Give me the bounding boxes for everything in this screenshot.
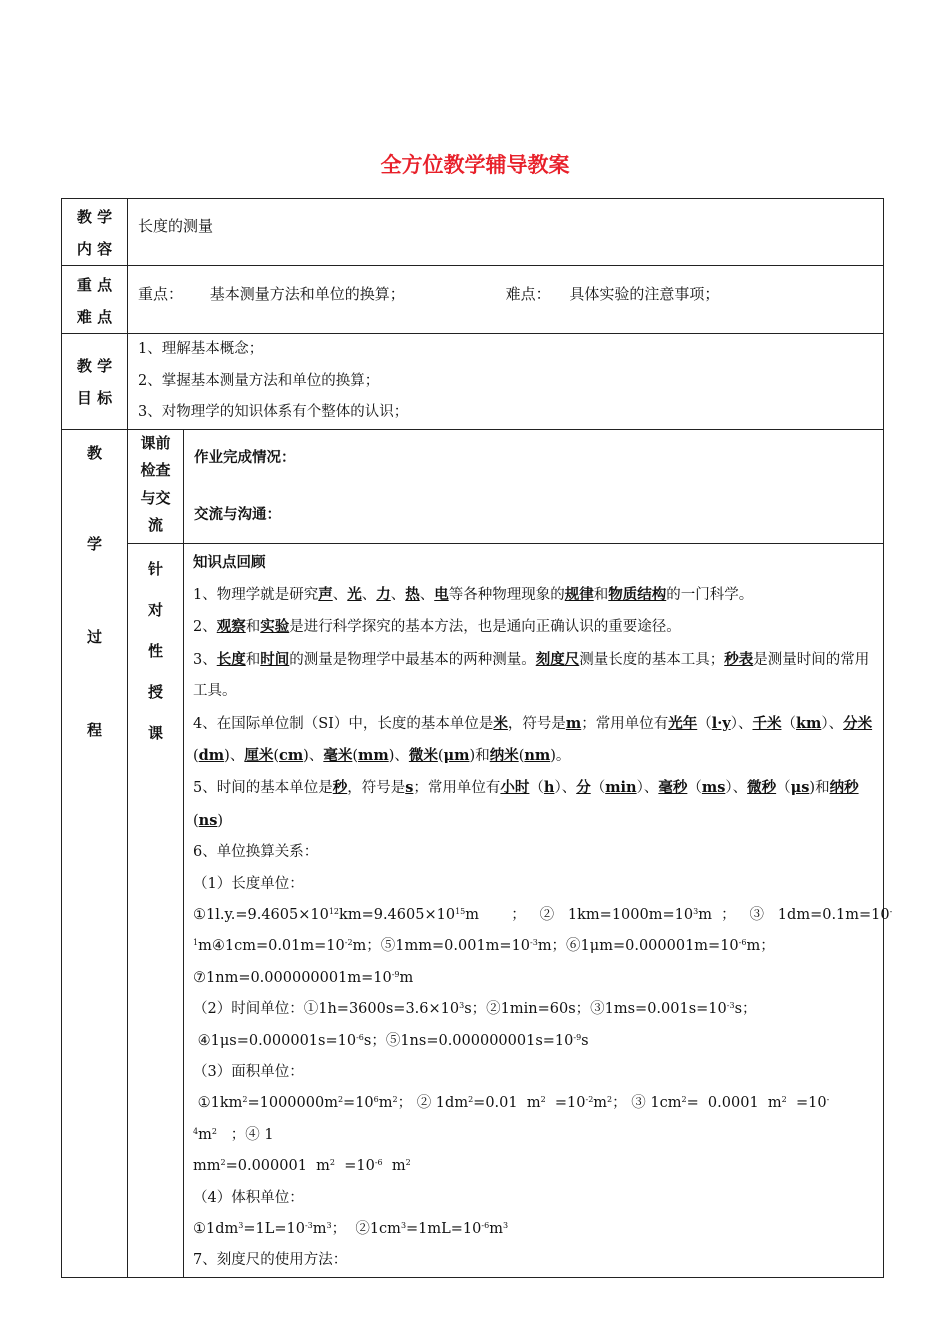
page-title: 全方位教学辅导教案 — [380, 153, 570, 177]
time-eq-1: （2）时间单位：$①1h=3600s=3.6\times 10^3s$；②1min=60s；$③1ms=0.001s=10^{-3}s$； — [193, 1001, 757, 1018]
row-keypoints — [62, 266, 884, 334]
sub-area: （3）面积单位： — [193, 1064, 304, 1080]
row-goals — [62, 334, 884, 430]
content-value: 长度的测量 — [128, 199, 884, 266]
volume-eq: $①1dm^3=1L=10^{-3}m^3$； $②1cm^3=1mL=10^{-6}m^3$ — [193, 1221, 509, 1238]
homework-label: 作业完成情况： — [194, 449, 296, 466]
point-2: 2、观察和实验是进行科学探究的基本方法，也是通向正确认识的重要途径。 — [193, 618, 681, 636]
label-process: 教 学 过 程 — [62, 429, 128, 1277]
communication-label: 交流与沟通： — [194, 506, 281, 523]
length-eq-1: $①1l.y.=9.4605\times 10^{12}km=9.4605\times 10^{15}m$ ； ② $1km=1000m=10^3m$ ； ③ 1dm=0.1m=10- — [193, 906, 893, 923]
area-eq-1: $①1km^2=1000000m^2=10^6m^2$； ② $1dm^2=0.01$ $m^2 =10^{-2}m^2$； ③ $1cm^2= 0.0001$ $m^2 =10^{-4}m^2$ ；④ 1 — [193, 1095, 830, 1143]
review-title: 知识点回顾 — [193, 554, 266, 571]
keypoints-value: 重点： 基本测量方法和单位的换算； 难点： 具体实验的注意事项； — [128, 266, 884, 334]
goals-list — [128, 334, 884, 430]
lesson-plan-table — [61, 198, 893, 1278]
goal-item: 1、理解基本概念； — [138, 341, 264, 357]
row-pre-check — [62, 429, 884, 543]
label-content: 教 学 内 容 — [62, 199, 128, 266]
label-targeted: 针 对 性 授 课 — [128, 543, 184, 1277]
goal-item: 2、掌握基本测量方法和单位的换算； — [138, 372, 380, 389]
point-5: 5、时间的基本单位是秒，符号是s；常用单位有小时（h）、分（min）、毫秒（ms）、微秒（μs)和纳秒(ns) — [193, 779, 859, 829]
area-eq-2: $mm^2=0.000001$ $m^2 =10^{-6}$ $m^2$ — [193, 1158, 411, 1175]
length-eq-2: $^1m④1cm=0.01m=10^{-2}m$；$⑤1mm=0.001m=10^{-3}m$；$⑥1\mu m=0.000001m=10^{-6}m$； — [193, 938, 775, 955]
time-eq-2: $④1\mu s=0.000001s=10^{-6}s$；$⑤1ns=0.000000001s=10^{-9}s$ — [193, 1032, 589, 1049]
label-goals: 教 学 目 标 — [62, 334, 128, 430]
sub-length: （1）长度单位： — [193, 875, 304, 892]
point-1: 1、物理学就是研究声、光、力、热、电等各种物理现象的规律和物质结构的一门科学。 — [193, 585, 754, 603]
row-content — [62, 199, 884, 266]
label-keypoints: 重 点 难 点 — [62, 266, 128, 334]
pre-check-content — [184, 429, 884, 543]
sub-volume: （4）体积单位： — [193, 1189, 304, 1206]
point-3: 3、长度和时间的测量是物理学中最基本的两种测量。刻度尺测量长度的基本工具；秒表是测量时间的常用工具。 — [193, 650, 870, 700]
point-4: 4、在国际单位制（SI）中，长度的基本单位是米，符号是m；常用单位有光年（l·y）、千米（km）、分米(dm)、厘米(cm)、毫米(mm)、微米(μm)和纳米(nm)。 — [193, 714, 873, 764]
goal-item: 3、对物理学的知识体系有个整体的认识； — [138, 404, 409, 420]
point-7: 7、刻度尺的使用方法： — [193, 1252, 348, 1269]
row-targeted — [62, 543, 884, 1277]
point-6: 6、单位换算关系： — [193, 844, 319, 861]
label-pre-check: 课前 检查 与交 流 — [128, 429, 184, 543]
length-eq-3: $⑦1nm=0.000000001m=10^{-9}m$ — [193, 969, 414, 986]
review-content — [184, 543, 893, 1277]
